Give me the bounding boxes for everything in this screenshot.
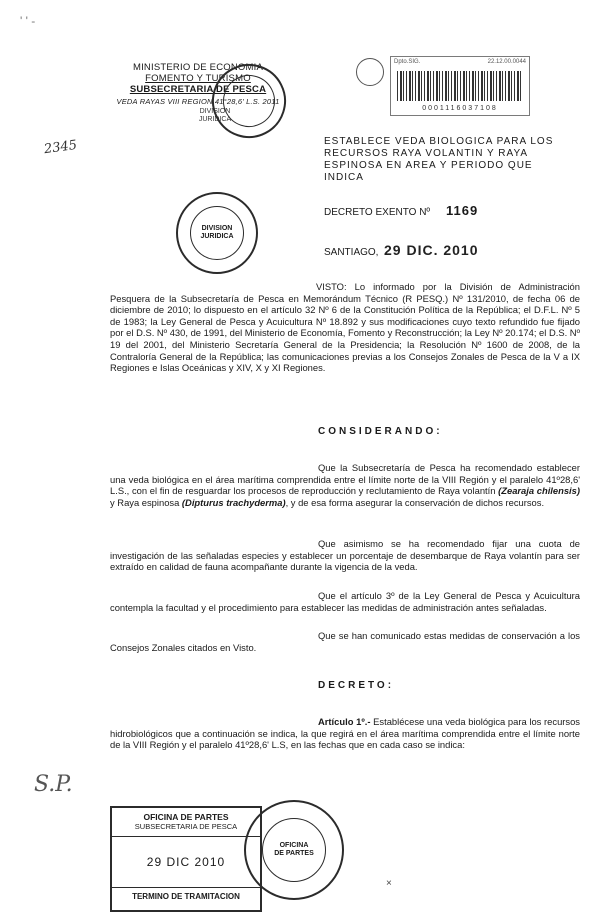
title-line3: ESPINOSA EN AREA Y PERIODO QUE <box>324 160 533 171</box>
title-line4: INDICA <box>324 172 364 183</box>
barcode-bars <box>397 71 523 101</box>
small-mark: × <box>386 878 392 889</box>
decree-label: DECRETO EXENTO Nº <box>324 207 431 218</box>
seal-partes-line1: OFICINA <box>279 842 309 849</box>
stamp-bottom: TERMINO DE TRAMITACION <box>132 892 240 901</box>
seal-center-line2: JURIDICA <box>200 233 234 240</box>
species-zearaja: (Zearaja chilensis) <box>498 485 580 497</box>
p1-text-a: Que la Subsecretaría de Pesca ha recomendado establecer una veda biológica en el área marítima comprendida entre el límite norte de la VIII Región y el paralelo 41º28,6' L.S., con el fin de resguardar los procesos de reproducción y reclutamiento de Raya volantín <box>110 462 580 497</box>
barcode-top-right: 22.12.00.0044 <box>487 59 526 65</box>
articulo-1-text: Establécese una veda biológica para los recursos hidrobiológicos que a continuación se indica, la que regirá en el área marítima comprendida entre el límite norte de la VIII Región y el paralelo 41º28,6' L.S, en las fechas que en cada caso se indica: <box>110 716 580 751</box>
articulo-1-label: Artículo 1º.- <box>318 716 371 727</box>
handwritten-initials: S.P. <box>34 772 73 797</box>
visto-paragraph: VISTO: Lo informado por la División de Administración Pesquera de la Subsecretaría de Pesca en Memorándum Técnico (R PESQ.) Nº 131/2010, de fecha 06 de diciembre de 2010; lo dispuesto en el artículo 32 Nº 6 de la Constitución Política de la República; el D.F.L. Nº 5 de 1983; la Ley General de Pesca y Acuicultura Nº 18.892 y sus modificaciones cuyo texto refundido fue fijado por el D.S. Nº 430, de 1991, del Ministerio de Economía, Fomento y Reconstrucción; la Ley Nº 20.174; el D.S. Nº 19 del 2001, del Ministerio Secretaría General de la Presidencia; la Resolución Nº 1600 de 2008, de la Contraloría General de la República; las comunicaciones previas a los Consejos Zonales de Pesca de la V a IX Regiones e Islas Oceánicas y XIV, X y XI Regiones. <box>110 281 580 374</box>
top-margin-marks: ' ' - <box>20 14 36 28</box>
title-line2: RECURSOS RAYA VOLANTIN Y RAYA <box>324 148 529 159</box>
place-label: SANTIAGO, <box>324 247 379 258</box>
seal-partes-line2: DE PARTES <box>274 850 314 857</box>
division-line1: DIVISION <box>199 108 231 115</box>
stamp-line2: SUBSECRETARIA DE PESCA <box>134 822 238 831</box>
oficina-partes-stamp <box>110 806 262 912</box>
considerando-paragraph-2: Que asimismo se ha recomendado fijar una cuota de investigación de las señaladas especies y establecer un porcentaje de desembarque de Raya volantín para ser extraído en calidad de fauna acompañante durante la vigencia de la veda. <box>110 538 580 573</box>
seal-center-line1: DIVISION <box>201 225 233 232</box>
division-line2: JURIDICA <box>198 116 232 123</box>
considerando-paragraph-3: Que el artículo 3º de la Ley General de Pesca y Acuicultura contempla la facultad y el procedimiento para establecer las medidas de administración antes señaladas. <box>110 590 580 613</box>
articulo-1-paragraph <box>110 716 580 751</box>
title-line1: ESTABLECE VEDA BIOLOGICA PARA LOS <box>324 136 554 147</box>
species-dipturus: (Dipturus trachyderma) <box>181 496 286 508</box>
subsecretaria-name: SUBSECRETARIA DE PESCA <box>129 84 267 95</box>
document-reference: VEDA RAYAS VIII REGION 41°28,6' L.S. 2011 <box>116 97 280 106</box>
considerando-paragraph-1 <box>110 462 580 508</box>
ministry-subname: FOMENTO Y TURISMO <box>145 73 251 84</box>
handwritten-number: 2345 <box>43 137 78 158</box>
p1-text-b: y Raya espinosa <box>110 496 182 508</box>
stamp-line1: OFICINA DE PARTES <box>143 812 229 822</box>
barcode-label <box>390 56 530 116</box>
decree-number: 1169 <box>446 203 479 218</box>
decreto-heading: DECRETO: <box>318 680 395 691</box>
considerando-paragraph-4: Que se han comunicado estas medidas de conservación a los Consejos Zonales citados en Visto. <box>110 630 580 653</box>
small-emblem <box>356 58 384 86</box>
ministry-name: MINISTERIO DE ECONOMIA <box>132 62 264 73</box>
division-juridica-seal <box>176 192 258 274</box>
p1-text-c: , y de esa forma asegurar la conservación de dichos recursos. <box>285 496 545 508</box>
oficina-partes-seal <box>244 800 344 900</box>
considerando-heading: CONSIDERANDO: <box>318 426 443 437</box>
stamp-date: 29 DIC 2010 <box>146 855 226 869</box>
barcode-top-left: Dpto.SIG. <box>394 59 421 65</box>
decree-date: 29 DIC. 2010 <box>384 242 479 258</box>
barcode-number: 0001116037108 <box>422 105 498 112</box>
